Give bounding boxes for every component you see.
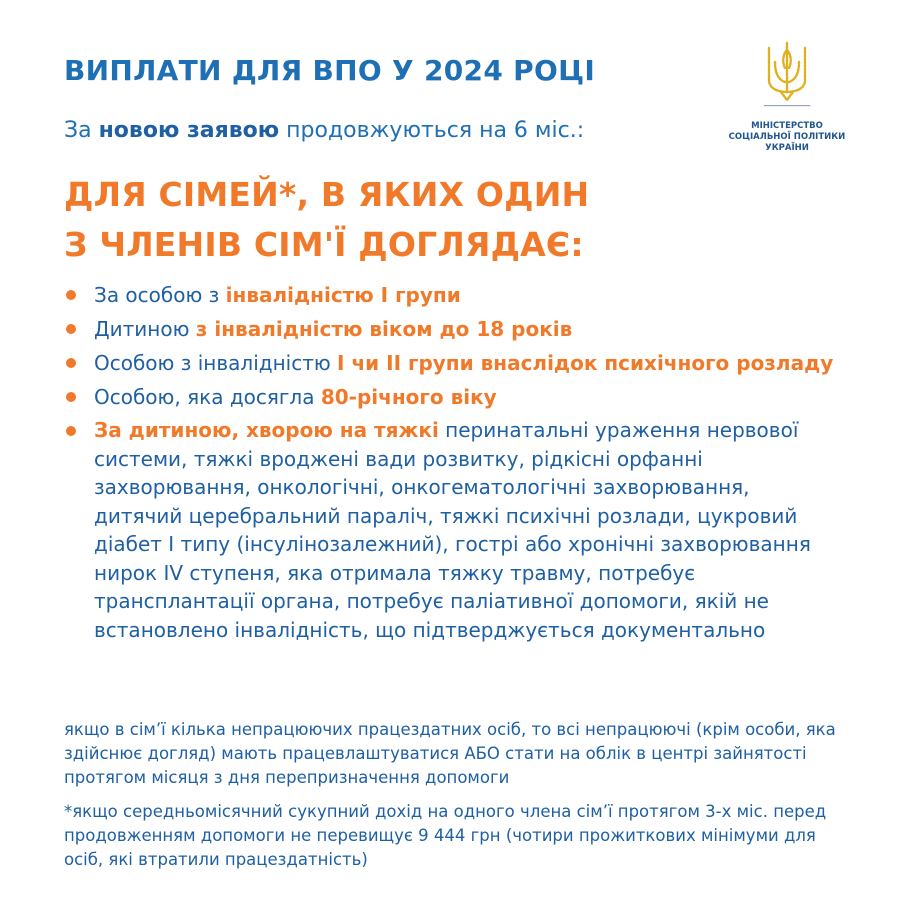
subtitle-prefix: За <box>64 118 99 143</box>
list-item <box>64 280 834 310</box>
ministry-line-1: МІНІСТЕРСТВО <box>751 121 823 131</box>
item-highlight: інвалідністю І групи <box>225 283 461 307</box>
subtitle-suffix: продовжуються на 6 міс.: <box>279 118 585 143</box>
logo-small-print: ━━━━━━━━━━━━━━━━━━━━━━ <box>763 104 811 108</box>
income-footnote: *якщо середньомісячний сукупний дохід на одного члена сім’ї протягом 3-х міс. перед продовженням допомоги не перевищує 9 444 грн (чотири прожиткових мінімуми для осіб, які втратили працездатність) <box>64 802 827 869</box>
ministry-logo <box>722 40 852 154</box>
list-item <box>64 348 834 378</box>
item-highlight: з інвалідністю віком до 18 років <box>195 317 573 341</box>
employment-note: якщо в сім’ї кілька непрацюючих працездатних осіб, то всі непрацюючі (крім особи, яка здійснює догляд) мають працевлаштуватися АБО стати на облік в центрі зайнятості протягом місяця з дня перепризначення допомоги <box>64 720 836 787</box>
trident-emblem-icon <box>763 40 811 102</box>
list-item <box>64 416 834 644</box>
ministry-line-2: СОЦІАЛЬНОЇ ПОЛІТИКИ <box>728 132 846 142</box>
bullet-dot-icon <box>66 358 76 368</box>
item-highlight: За дитиною, хворою на тяжкі <box>94 418 439 442</box>
item-highlight: 80-річного віку <box>320 385 497 409</box>
bullet-dot-icon <box>66 392 76 402</box>
subtitle <box>64 118 584 143</box>
item-highlight: І чи ІІ групи внаслідок психічного розладу <box>337 351 834 375</box>
subtitle-bold: новою заявою <box>98 118 280 143</box>
list-item <box>64 382 834 412</box>
item-text: Особою, яка досягла <box>94 385 321 409</box>
item-text: За особою з <box>94 283 226 307</box>
item-text: Особою з інвалідністю <box>94 351 338 375</box>
item-text: Дитиною <box>94 317 196 341</box>
bullet-dot-icon <box>66 426 76 436</box>
headline-line-2: З ЧЛЕНІВ СІМ'Ї ДОГЛЯДАЄ: <box>64 225 584 264</box>
headline-line-1: ДЛЯ СІМЕЙ*, В ЯКИХ ОДИН <box>64 175 590 214</box>
bullet-dot-icon <box>66 290 76 300</box>
ministry-name <box>722 121 852 154</box>
eligibility-list <box>64 280 834 648</box>
page-title: ВИПЛАТИ ДЛЯ ВПО У 2024 РОЦІ <box>64 54 596 87</box>
item-text-rest: перинатальні ураження нервової системи, тяжкі вроджені вади розвитку, рідкісні орфанні захворювання, онкологічні, онкогематологічні захворювання, дитячий церебральний параліч, тяжкі психічні розлади, цукровий діабет І типу (інсулінозалежний), гострі або хронічні захворювання нирок IV ступеня, яка отримала тяжку травму, потребує трансплантації органа, потребує паліативної допомоги, якій не встановлено інвалідність, що підтверджується документально <box>94 418 811 642</box>
headline <box>64 170 589 270</box>
list-item <box>64 314 834 344</box>
ministry-line-3: УКРАЇНИ <box>765 143 809 153</box>
bullet-dot-icon <box>66 324 76 334</box>
